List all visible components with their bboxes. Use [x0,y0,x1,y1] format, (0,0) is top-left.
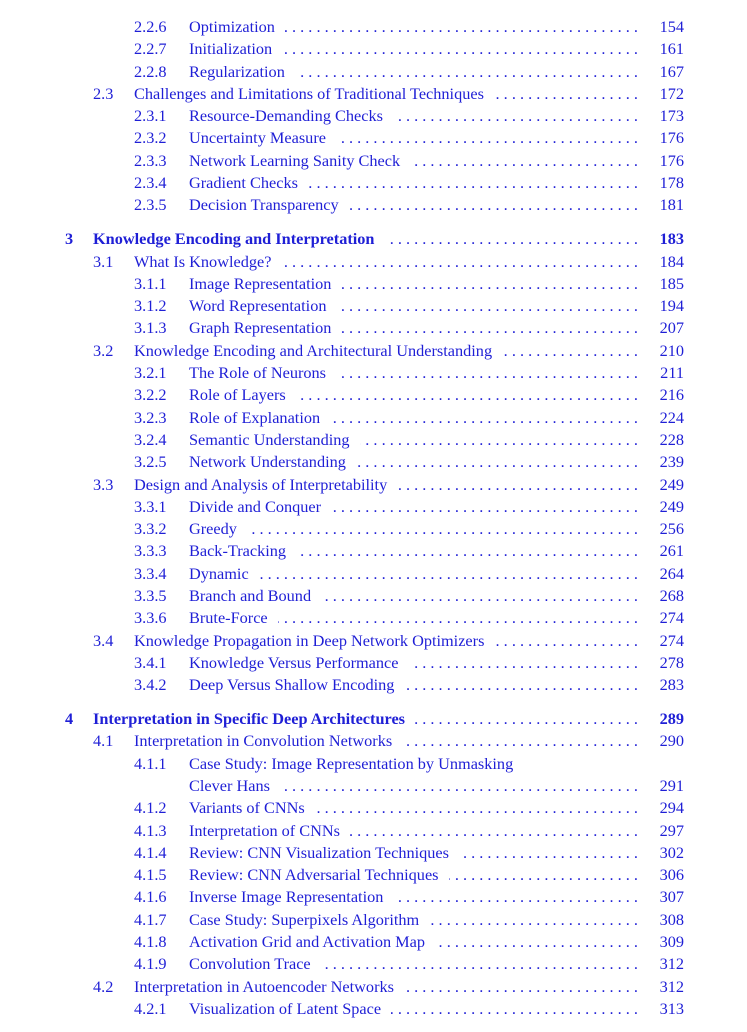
toc-subsection[interactable] [0,150,747,172]
toc-title[interactable]: Graph Representation [189,318,332,338]
toc-subsection-continuation[interactable] [0,775,747,797]
toc-section[interactable] [0,730,747,752]
toc-title[interactable]: What Is Knowledge? [134,251,272,271]
dot-leader [247,518,638,540]
toc-page-number[interactable]: 176 [659,128,684,148]
dot-leader [341,317,638,339]
toc-number: 2.3.1 [134,106,167,126]
toc-subsection[interactable] [0,820,747,842]
toc-subsection[interactable] [0,753,747,775]
toc-subsection[interactable] [0,273,747,295]
toc-page-number[interactable]: 289 [659,709,684,729]
toc-title[interactable]: The Role of Neurons [189,363,326,383]
toc-subsection[interactable] [0,842,747,864]
toc-number: 3.2.5 [134,452,167,472]
toc-subsection[interactable] [0,451,747,473]
toc-page-number[interactable]: 167 [659,61,684,81]
toc-page-number[interactable]: 291 [659,775,684,795]
toc-subsection[interactable] [0,16,747,38]
toc-title[interactable]: Resource-Demanding Checks [189,106,383,126]
toc-title[interactable]: Role of Layers [189,385,286,405]
dot-leader [459,842,638,864]
dot-leader [404,674,638,696]
toc-page-number[interactable]: 294 [659,798,684,818]
toc-page-number[interactable]: 249 [659,496,684,516]
toc-page-number[interactable]: 183 [659,229,684,249]
dot-leader [349,194,638,216]
toc-number: 3.4.1 [134,652,167,672]
dot-leader [295,61,638,83]
toc-number: 3.3.2 [134,519,167,539]
toc-number: 3.2.3 [134,407,167,427]
toc-page-number[interactable]: 312 [659,976,684,996]
toc-page-number[interactable]: 211 [660,363,684,383]
dot-leader [337,295,639,317]
toc-title[interactable]: Knowledge Encoding and Architectural Understanding [134,340,493,360]
toc-page-number[interactable]: 256 [659,519,684,539]
dot-leader [315,797,638,819]
toc-title[interactable]: Variants of CNNs [189,798,305,818]
dot-leader [449,864,638,886]
toc-title[interactable]: Interpretation of CNNs [189,820,341,840]
toc-number: 4 [65,709,74,729]
toc-title[interactable]: Regularization [189,61,285,81]
toc-number: 3.1.3 [134,318,167,338]
toc-number: 2.3 [93,83,114,103]
toc-page-number[interactable]: 181 [659,195,684,215]
toc-subsection[interactable] [0,998,747,1020]
toc-page-number[interactable]: 216 [659,385,684,405]
toc-title[interactable]: Uncertainty Measure [189,128,326,148]
toc-number: 2.2.7 [134,39,167,59]
dot-leader [330,407,638,429]
toc-subsection[interactable] [0,317,747,339]
toc-subsection[interactable] [0,909,747,931]
dot-leader [502,340,638,362]
toc-title[interactable]: Network Learning Sanity Check [189,150,401,170]
toc-page-number[interactable]: 207 [659,318,684,338]
toc-page-number[interactable]: 261 [659,541,684,561]
toc-page-number[interactable]: 154 [659,17,684,36]
dot-leader [321,953,638,975]
toc-title[interactable]: Word Representation [189,296,327,316]
toc-subsection[interactable] [0,105,747,127]
toc-title[interactable]: Gradient Checks [189,173,298,193]
dot-leader [341,273,638,295]
toc-title[interactable]: Initialization [189,39,273,59]
toc-page-number[interactable]: 172 [659,83,684,103]
toc-title[interactable]: Knowledge Encoding and Interpretation [93,229,375,249]
toc-page-number[interactable]: 194 [659,296,684,316]
toc-page-number[interactable]: 309 [659,932,684,952]
toc-number: 4.1.9 [134,954,167,974]
dot-leader [281,251,638,273]
toc-page-number[interactable]: 274 [659,608,684,628]
dot-leader [402,730,638,752]
toc-number: 3.1.1 [134,273,167,293]
toc-page-number[interactable]: 308 [659,909,684,929]
toc-page-number[interactable]: 274 [659,630,684,650]
toc-title[interactable]: Deep Versus Shallow Encoding [189,675,395,695]
toc-number: 3.3.1 [134,496,167,516]
toc-page-number[interactable]: 224 [659,407,684,427]
toc-title-continuation: Clever Hans [189,775,270,795]
toc-subsection[interactable] [0,127,747,149]
dot-leader [410,150,638,172]
toc-subsection[interactable] [0,384,747,406]
toc-subsection[interactable] [0,429,747,451]
toc-number: 2.3.5 [134,195,167,215]
toc-number: 2.3.2 [134,128,167,148]
toc-page-number[interactable]: 264 [659,563,684,583]
toc-number: 3.1.2 [134,296,167,316]
toc-subsection[interactable] [0,864,747,886]
dot-leader [350,820,638,842]
toc-page-number[interactable]: 297 [659,820,684,840]
toc-number: 3.2.1 [134,363,167,383]
dot-leader [321,585,638,607]
toc-number: 4.1.6 [134,887,167,907]
toc-title[interactable]: Network Understanding [189,452,346,472]
toc-number: 2.3.3 [134,150,167,170]
toc-number: 2.2.8 [134,61,167,81]
toc-section[interactable] [0,474,747,496]
toc-title[interactable]: Convolution Trace [189,954,311,974]
toc-number: 3.3.4 [134,563,167,583]
toc-page-number[interactable]: 249 [659,474,684,494]
toc-subsection[interactable] [0,563,747,585]
toc-title[interactable]: Challenges and Limitations of Traditional Techniques [134,83,484,103]
dot-leader [285,16,638,38]
toc-subsection[interactable] [0,953,747,975]
toc-title[interactable]: Decision Transparency [189,195,339,215]
toc-section[interactable] [0,340,747,362]
dot-leader [331,496,638,518]
dot-leader [391,998,638,1020]
toc-subsection[interactable] [0,496,747,518]
dot-leader [356,451,638,473]
dot-leader [296,384,638,406]
toc-title[interactable]: Greedy [189,519,237,539]
toc-page-number[interactable]: 210 [659,340,684,360]
toc-title[interactable]: Dynamic [189,563,249,583]
toc-page-number[interactable]: 307 [659,887,684,907]
toc-section[interactable] [0,83,747,105]
toc-title[interactable]: Interpretation in Convolution Networks [134,731,393,751]
toc-title[interactable]: Brute-Force [189,608,268,628]
toc-number: 2.2.6 [134,17,167,36]
toc-subsection[interactable] [0,540,747,562]
toc-number: 2.3.4 [134,173,167,193]
toc-page-number[interactable]: 176 [659,150,684,170]
toc-title[interactable]: Case Study: Superpixels Algorithm [189,909,420,929]
toc-subsection[interactable] [0,362,747,384]
toc-page-number[interactable]: 268 [659,586,684,606]
toc-subsection[interactable] [0,886,747,908]
toc-title[interactable]: Case Study: Image Representation by Unmasking [189,753,514,773]
toc-page-number[interactable]: 185 [659,273,684,293]
dot-leader [397,474,638,496]
toc-page-number[interactable]: 313 [659,998,684,1018]
toc-title[interactable]: Divide and Conquer [189,496,322,516]
toc-chapter[interactable] [0,708,747,730]
toc-chapter[interactable] [0,228,747,250]
dot-leader [360,429,638,451]
toc-page-number[interactable]: 161 [659,39,684,59]
toc-number: 3.1 [93,251,114,271]
table-of-contents [0,16,747,1020]
dot-leader [435,931,638,953]
toc-title[interactable]: Review: CNN Adversarial Techniques [189,865,439,885]
toc-page-number[interactable]: 228 [659,429,684,449]
toc-number: 4.2.1 [134,998,167,1018]
toc-number: 3.3.5 [134,586,167,606]
toc-number: 4.1.1 [134,753,167,773]
toc-title[interactable]: Inverse Image Representation [189,887,384,907]
toc-subsection[interactable] [0,797,747,819]
dot-leader [393,886,638,908]
toc-number: 3.2 [93,340,114,360]
dot-leader [336,127,638,149]
dot-leader [282,38,638,60]
toc-number: 4.1.3 [134,820,167,840]
toc-subsection[interactable] [0,38,747,60]
dot-leader [308,172,638,194]
dot-leader [494,630,638,652]
toc-title[interactable]: Semantic Understanding [189,429,350,449]
toc-page-number[interactable]: 312 [659,954,684,974]
toc-title[interactable]: Activation Grid and Activation Map [189,932,426,952]
toc-number: 3.2.4 [134,429,167,449]
toc-section[interactable] [0,251,747,273]
toc-number: 4.1 [93,731,114,751]
toc-number: 3 [65,229,74,249]
toc-number: 3.4.2 [134,675,167,695]
toc-page-number[interactable]: 302 [659,842,684,862]
toc-number: 3.4 [93,630,114,650]
toc-number: 4.1.5 [134,865,167,885]
toc-number: 4.1.8 [134,932,167,952]
dot-leader [280,775,638,797]
dot-leader [296,540,638,562]
toc-number: 4.1.4 [134,842,167,862]
dot-leader [415,708,638,730]
toc-number: 4.1.2 [134,798,167,818]
toc-page-number[interactable]: 178 [659,173,684,193]
toc-subsection[interactable] [0,407,747,429]
toc-page-number[interactable]: 283 [659,675,684,695]
toc-number: 3.3.3 [134,541,167,561]
toc-title[interactable]: Design and Analysis of Interpretability [134,474,388,494]
toc-title[interactable]: Review: CNN Visualization Techniques [189,842,449,862]
dot-leader [409,652,639,674]
toc-title[interactable]: Knowledge Propagation in Deep Network Optimizers [134,630,485,650]
toc-subsection[interactable] [0,61,747,83]
toc-subsection[interactable] [0,172,747,194]
toc-page-number[interactable]: 278 [659,652,684,672]
dot-leader [429,909,638,931]
toc-subsection[interactable] [0,585,747,607]
toc-subsection[interactable] [0,652,747,674]
dot-leader [385,228,639,250]
toc-title[interactable]: Optimization [189,17,275,36]
toc-section[interactable] [0,976,747,998]
toc-subsection[interactable] [0,194,747,216]
dot-leader [494,83,638,105]
toc-title[interactable]: Visualization of Latent Space [189,998,382,1018]
toc-number: 4.1.7 [134,909,167,929]
toc-page-number[interactable]: 290 [659,731,684,751]
toc-number: 3.3.6 [134,608,167,628]
toc-page-number[interactable]: 239 [659,452,684,472]
toc-subsection[interactable] [0,518,747,540]
toc-number: 3.3 [93,474,114,494]
dot-leader [278,607,638,629]
toc-section[interactable] [0,630,747,652]
toc-number: 4.2 [93,976,114,996]
toc-subsection[interactable] [0,674,747,696]
dot-leader [336,362,638,384]
toc-title[interactable]: Branch and Bound [189,586,312,606]
dot-leader [404,976,638,998]
dot-leader [393,105,638,127]
toc-title[interactable]: Back-Tracking [189,541,287,561]
toc-title[interactable]: Role of Explanation [189,407,321,427]
toc-title[interactable]: Knowledge Versus Performance [189,652,399,672]
toc-title[interactable]: Image Representation [189,273,332,293]
toc-title[interactable]: Interpretation in Specific Deep Architectures [93,709,406,729]
dot-leader [259,563,638,585]
toc-page-number[interactable]: 173 [659,106,684,126]
toc-page-number[interactable]: 184 [659,251,684,271]
toc-page-number[interactable]: 306 [659,865,684,885]
toc-subsection[interactable] [0,295,747,317]
toc-subsection[interactable] [0,931,747,953]
toc-title[interactable]: Interpretation in Autoencoder Networks [134,976,394,996]
toc-subsection[interactable] [0,607,747,629]
toc-number: 3.2.2 [134,385,167,405]
